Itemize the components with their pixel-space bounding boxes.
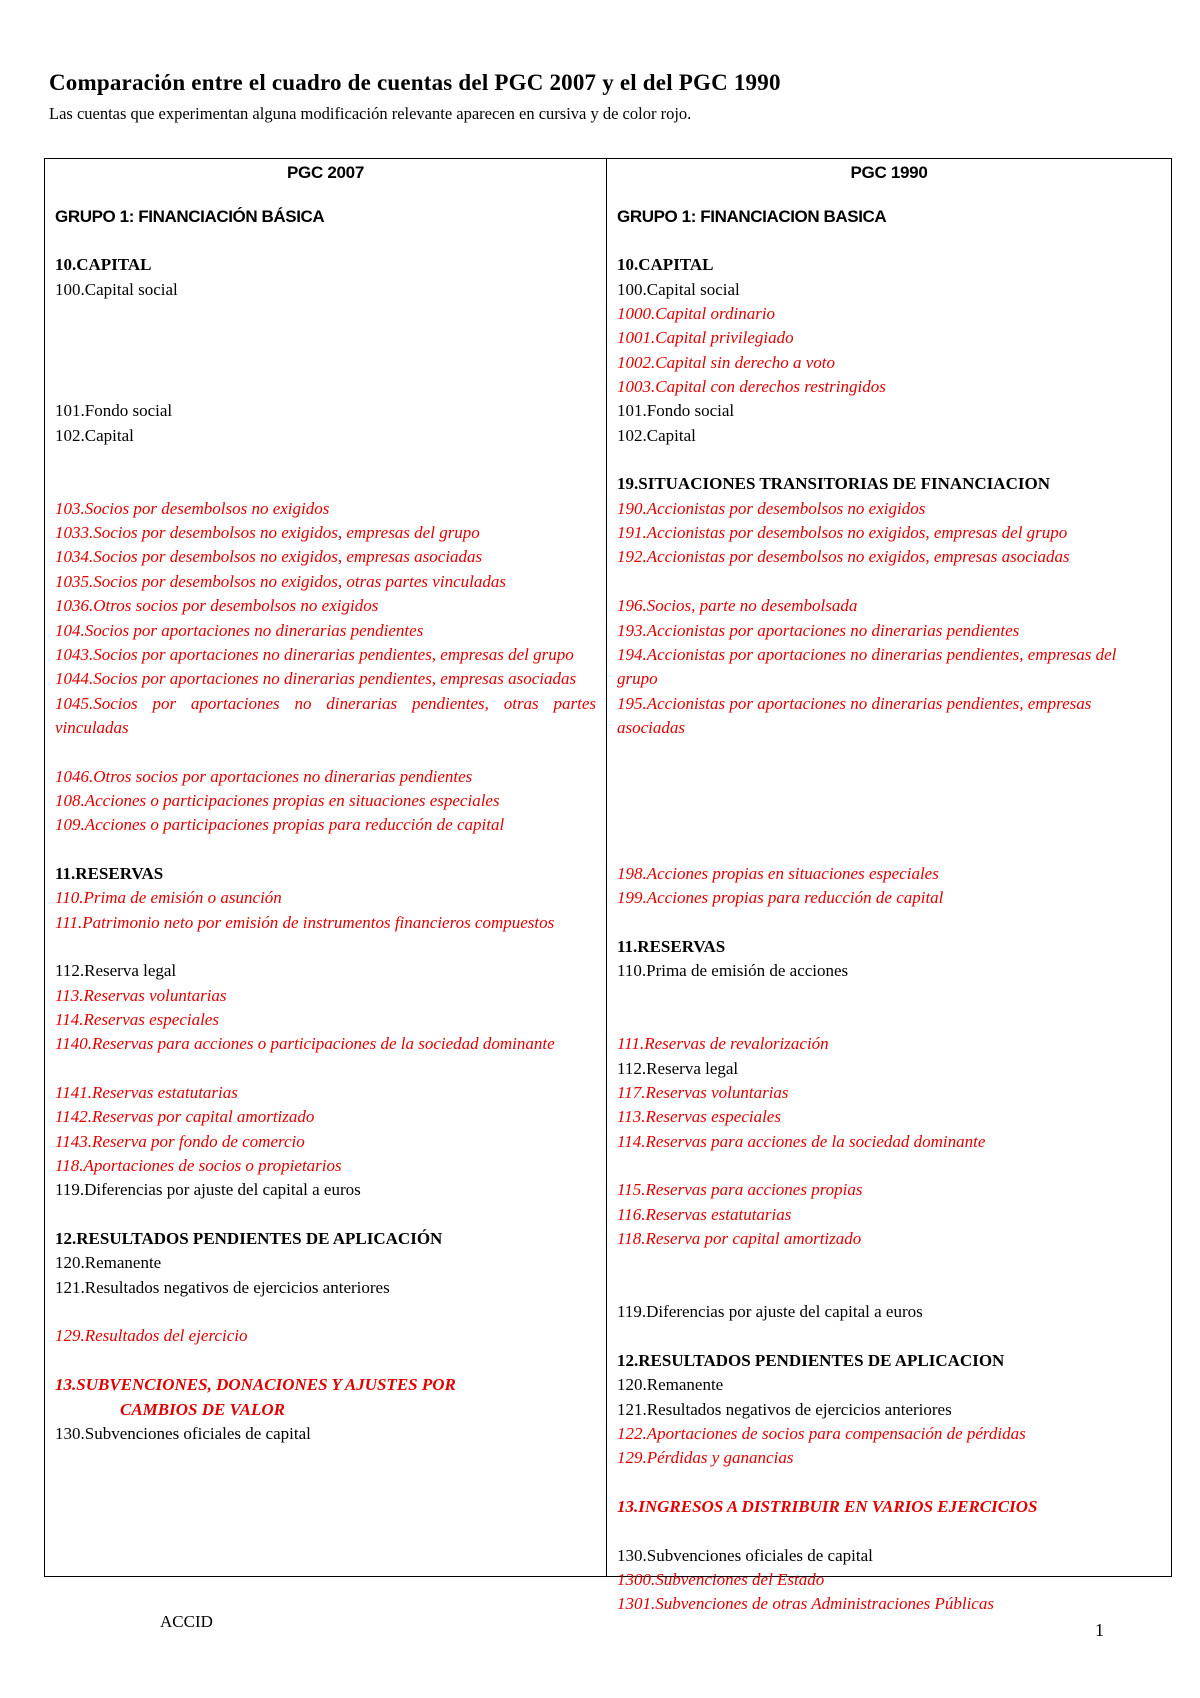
spacer (55, 472, 596, 496)
account-line: 1035.Socios por desembolsos no exigidos, otras partes vinculadas (55, 571, 506, 591)
spacer (55, 740, 596, 764)
column-pgc-1990 (607, 159, 1171, 1614)
account-line: 114.Reservas especiales (55, 1010, 219, 1029)
group-heading: GRUPO 1: FINANCIACION BASICA (617, 207, 887, 226)
account-line: 191.Accionistas por desembolsos no exigidos, empresas del grupo (617, 523, 1068, 543)
spacer (617, 1276, 1161, 1300)
account-line: 104.Socios por aportaciones no dinerarias pendientes (55, 620, 424, 640)
spacer (55, 1203, 596, 1227)
spacer (55, 302, 596, 326)
account-line: 1141.Reservas estatutarias (55, 1083, 238, 1103)
section-heading: 11.RESERVAS (617, 936, 726, 956)
account-line: 120.Remanente (55, 1253, 162, 1273)
account-line: 121.Resultados negativos de ejercicios anteriores (55, 1277, 390, 1297)
account-line: 110.Prima de emisión de acciones (617, 961, 849, 981)
account-line: 1002.Capital sin derecho a voto (617, 352, 835, 372)
account-line: 108.Acciones o participaciones propias en situaciones especiales (55, 790, 500, 810)
spacer (55, 1300, 596, 1324)
account-line: 1036.Otros socios por desembolsos no exigidos (55, 596, 379, 616)
spacer (55, 838, 596, 862)
account-line: 1043.Socios por aportaciones no dinerarias pendientes, empresas del grupo (55, 644, 574, 664)
account-line: 113.Reservas especiales (617, 1107, 781, 1127)
spacer (55, 326, 596, 350)
section-heading: 10.CAPITAL (617, 255, 714, 275)
account-line: 1143.Reserva por fondo de comercio (55, 1131, 305, 1151)
account-line: 1140.Reservas para acciones o participaciones de la sociedad dominante (55, 1034, 555, 1054)
spacer (55, 448, 596, 472)
account-line: 195.Accionistas por aportaciones no dinerarias pendientes, empresas asociadas (617, 693, 1092, 737)
account-line: 115.Reservas para acciones propias (617, 1180, 863, 1200)
account-list (55, 229, 596, 1446)
page-number: 1 (1095, 1620, 1104, 1640)
account-line: 100.Capital social (617, 279, 740, 299)
section-heading: 12.RESULTADOS PENDIENTES DE APLICACION (617, 1350, 1005, 1370)
section-heading: CAMBIOS DE VALOR (120, 1399, 286, 1419)
account-line: 110.Prima de emisión o asunción (55, 888, 282, 908)
account-line: 194.Accionistas por aportaciones no dinerarias pendientes, empresas del grupo (617, 644, 1117, 689)
account-line: 109.Acciones o participaciones propias para reducción de capital (55, 815, 505, 835)
account-line: 1301.Subvenciones de otras Administraciones Públicas (617, 1594, 994, 1614)
account-line: 1000.Capital ordinario (617, 304, 776, 324)
account-line: 120.Remanente (617, 1375, 724, 1395)
account-line: 102.Capital (55, 425, 134, 445)
account-line: 102.Capital (617, 425, 696, 445)
account-line: 190.Accionistas por desembolsos no exigidos (617, 498, 926, 518)
account-line: 198.Acciones propias en situaciones especiales (617, 863, 939, 883)
account-line: 1033.Socios por desembolsos no exigidos, empresas del grupo (55, 523, 480, 543)
spacer (617, 1251, 1161, 1275)
account-line: 1142.Reservas por capital amortizado (55, 1107, 315, 1127)
column-header: PGC 2007 (287, 163, 364, 182)
section-heading: 13.INGRESOS A DISTRIBUIR EN VARIOS EJERCICIOS (617, 1496, 1038, 1516)
account-line: 1300.Subvenciones del Estado (617, 1569, 825, 1589)
account-line: 129.Resultados del ejercicio (55, 1326, 248, 1346)
spacer (617, 570, 1161, 594)
spacer (617, 838, 1161, 862)
account-line: 117.Reservas voluntarias (617, 1083, 789, 1103)
spacer (617, 1154, 1161, 1178)
document-title: Comparación entre el cuadro de cuentas del PGC 2007 y el del PGC 1990 (49, 70, 781, 95)
column-header: PGC 1990 (850, 163, 928, 182)
column-pgc-2007 (45, 159, 607, 1576)
account-line: 1001.Capital privilegiado (617, 328, 794, 348)
account-line: 121.Resultados negativos de ejercicios anteriores (617, 1399, 952, 1419)
spacer (55, 229, 596, 253)
account-line: 130.Subvenciones oficiales de capital (617, 1545, 873, 1565)
account-line: 199.Acciones propias para reducción de capital (617, 888, 944, 908)
section-heading: 19.SITUACIONES TRANSITORIAS DE FINANCIACION (617, 474, 1050, 494)
spacer (55, 935, 596, 959)
spacer (617, 740, 1161, 764)
account-line: 119.Diferencias por ajuste del capital a euros (617, 1302, 923, 1322)
spacer (617, 448, 1161, 472)
account-line: 192.Accionistas por desembolsos no exigidos, empresas asociadas (617, 547, 1070, 567)
account-line: 101.Fondo social (55, 401, 173, 421)
spacer (617, 1519, 1161, 1543)
account-line: 101.Fondo social (617, 401, 735, 421)
spacer (55, 375, 596, 399)
account-line: 130.Subvenciones oficiales de capital (55, 1423, 311, 1443)
account-line: 112.Reserva legal (55, 961, 177, 981)
spacer (617, 1471, 1161, 1495)
section-heading: 13.SUBVENCIONES, DONACIONES Y AJUSTES POR (55, 1375, 456, 1395)
document-subtitle: Las cuentas que experimentan alguna modificación relevante aparecen en cursiva y de color rojo. (49, 104, 692, 123)
account-line: 113.Reservas voluntarias (55, 985, 227, 1005)
spacer (617, 813, 1161, 837)
account-line: 111.Reservas de revalorización (617, 1034, 829, 1054)
group-heading: GRUPO 1: FINANCIACIÓN BÁSICA (55, 207, 325, 226)
footer-organization: ACCID (160, 1612, 213, 1631)
account-line: 118.Reserva por capital amortizado (617, 1229, 862, 1249)
spacer (617, 765, 1161, 789)
account-line: 114.Reservas para acciones de la sociedad dominante (617, 1131, 986, 1151)
account-line: 100.Capital social (55, 279, 178, 299)
account-line: 112.Reserva legal (617, 1058, 739, 1078)
spacer (617, 789, 1161, 813)
account-list (617, 229, 1161, 1617)
account-line: 103.Socios por desembolsos no exigidos (55, 498, 330, 518)
account-line: 1034.Socios por desembolsos no exigidos, empresas asociadas (55, 547, 483, 567)
account-line: 118.Aportaciones de socios o propietarios (55, 1156, 342, 1176)
account-line: 116.Reservas estatutarias (617, 1204, 792, 1224)
account-line: 1045.Socios por aportaciones no dinerarias pendientes, otras partes vinculadas (55, 693, 596, 737)
spacer (55, 1349, 596, 1373)
spacer (55, 1057, 596, 1081)
account-line: 119.Diferencias por ajuste del capital a euros (55, 1180, 361, 1200)
account-line: 129.Pérdidas y ganancias (617, 1448, 794, 1468)
section-heading: 11.RESERVAS (55, 863, 164, 883)
account-line: 1003.Capital con derechos restringidos (617, 377, 886, 397)
account-line: 196.Socios, parte no desembolsada (617, 596, 858, 616)
spacer (617, 1008, 1161, 1032)
account-line: 193.Accionistas por aportaciones no dinerarias pendientes (617, 620, 1020, 640)
spacer (55, 351, 596, 375)
spacer (617, 984, 1161, 1008)
account-line: 111.Patrimonio neto por emisión de instrumentos financieros compuestos (55, 912, 555, 932)
section-heading: 10.CAPITAL (55, 255, 152, 275)
spacer (617, 229, 1161, 253)
spacer (617, 911, 1161, 935)
account-line: 1046.Otros socios por aportaciones no dinerarias pendientes (55, 766, 473, 786)
spacer (617, 1324, 1161, 1348)
section-heading: 12.RESULTADOS PENDIENTES DE APLICACIÓN (55, 1229, 443, 1249)
account-line: 122.Aportaciones de socios para compensación de pérdidas (617, 1423, 1026, 1443)
account-line: 1044.Socios por aportaciones no dinerarias pendientes, empresas asociadas (55, 669, 577, 689)
comparison-table (44, 158, 1172, 1614)
